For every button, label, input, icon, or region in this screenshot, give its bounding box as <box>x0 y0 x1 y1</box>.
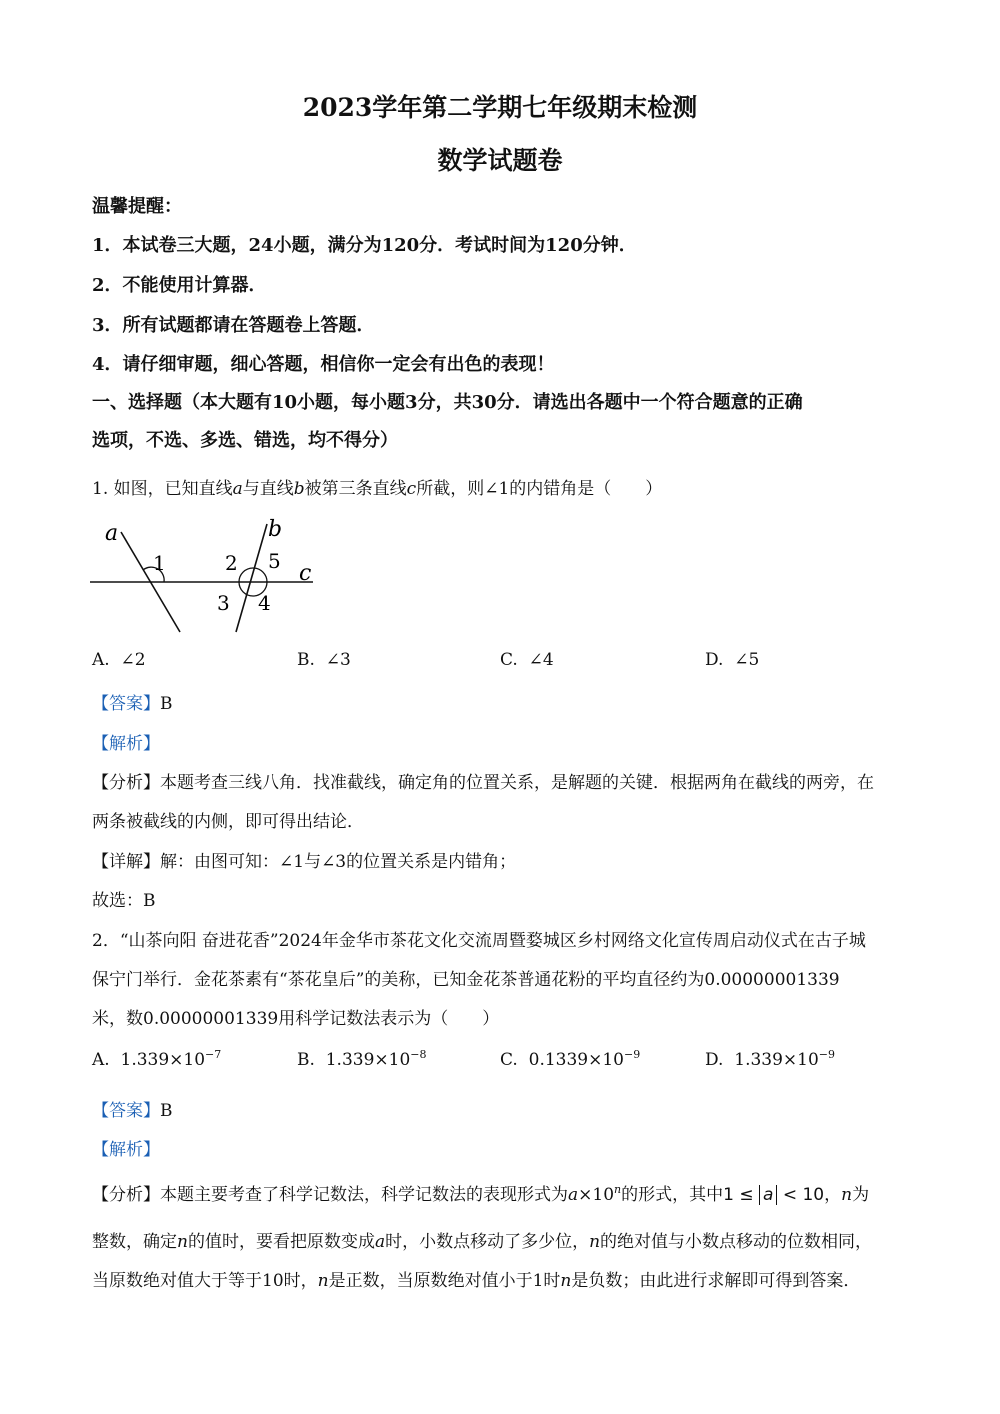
option-letter: B. <box>297 1050 315 1070</box>
stem-text: 与直线 <box>242 479 294 499</box>
fenxi-text: 本题主要考查了科学记数法，科学记数法的表现形式为 <box>160 1185 568 1205</box>
stem-text: 如图，已知直线 <box>113 479 233 499</box>
option-value: 1.339×10 <box>734 1050 819 1070</box>
question-number: 1. <box>92 479 109 499</box>
var-a: a <box>568 1185 579 1205</box>
angle-label-1: 1 <box>153 551 166 575</box>
fenxi-text: 整数，确定 <box>92 1232 177 1252</box>
option-letter: A. <box>92 650 110 670</box>
inequality-left: 1 ≤ <box>723 1185 754 1205</box>
var-c: c <box>406 479 417 499</box>
notice-item: 2．不能使用计算器． <box>92 275 267 296</box>
option-value: 0.1339×10 <box>528 1050 624 1070</box>
formula-base: ×10 <box>578 1185 615 1205</box>
label-a: a <box>105 521 119 546</box>
fenxi-line <box>92 768 874 793</box>
var-n: n <box>177 1232 188 1252</box>
angle-label-4: 4 <box>258 591 271 615</box>
answer-tag: 【答案】 <box>92 1101 160 1121</box>
option-value: ∠2 <box>120 650 146 670</box>
question-2-stem-cont <box>92 1004 499 1029</box>
var-b: b <box>293 479 305 499</box>
angle-1: ∠1 <box>279 852 305 872</box>
abs-a: a <box>759 1185 777 1205</box>
inequality-right: < 10 <box>782 1185 825 1205</box>
notice-item: 1．本试卷三大题，24小题，满分为120分．考试时间为120分钟． <box>92 235 637 256</box>
option-exponent: −7 <box>205 1048 222 1061</box>
question-2-stem: 2．“山茶向阳 奋进花香”2024年金华市茶花文化交流周暨婺城区乡村网络文化宣传周启动仪式在古子城 <box>92 931 866 951</box>
angle-3: ∠3 <box>321 852 347 872</box>
fenxi-text: ， <box>824 1185 842 1205</box>
fenxi-line-cont <box>92 1266 860 1291</box>
fenxi-text: 为 <box>852 1185 870 1205</box>
option-b <box>297 650 351 670</box>
stem-text: 保宁门举行．金花茶素有“茶花皇后”的美称，已知金花茶普通花粉的平均直径约为 <box>92 970 705 990</box>
fenxi-text: 的绝对值与小数点移动的位数相同， <box>600 1232 873 1252</box>
choose-line: 故选：B <box>92 891 156 911</box>
option-value: ∠5 <box>734 650 760 670</box>
var-n: n <box>614 1183 622 1196</box>
var-n: n <box>317 1271 329 1291</box>
angle-1: ∠1 <box>484 479 510 499</box>
option-letter: B. <box>297 650 315 670</box>
answer-value: B <box>160 1101 173 1121</box>
option-c <box>500 650 554 670</box>
page-subtitle: 数学试题卷 <box>437 146 563 175</box>
question-2-stem-cont <box>92 965 840 990</box>
notice-item: 4．请仔细审题，细心答题，相信你一定会有出色的表现！ <box>92 354 555 375</box>
fenxi-text: 是正数，当原数绝对值小于1时 <box>328 1271 561 1291</box>
fenxi-line <box>92 1180 869 1205</box>
option-value: ∠3 <box>325 650 351 670</box>
option-b <box>297 1050 426 1070</box>
stem-number: 0.00000001339 <box>704 970 840 990</box>
fenxi-text: 本题考查三线八角．找准截线，确定角的位置关系，是解题的关键．根据两角在截线的两旁，在 <box>160 773 874 793</box>
line-b <box>236 524 267 632</box>
section-heading: 一、选择题（本大题有10小题，每小题3分，共30分．请选出各题中一个符合题意的正确 <box>92 392 803 413</box>
fenxi-line-cont: 两条被截线的内侧，即可得出结论． <box>92 812 364 832</box>
option-c <box>500 1050 640 1070</box>
var-n: n <box>589 1232 601 1252</box>
option-letter: D. <box>705 650 724 670</box>
notice-heading: 温馨提醒： <box>92 196 182 217</box>
var-n: n <box>841 1185 853 1205</box>
answer-value: B <box>160 694 173 714</box>
option-value: 1.339×10 <box>325 1050 411 1070</box>
answer-line <box>92 689 173 714</box>
option-letter: A. <box>92 1050 110 1070</box>
stem-text: 用科学记数法表示为（ ） <box>278 1009 500 1029</box>
stem-text: 的内错角是（ ） <box>509 479 663 499</box>
stem-number: 0.00000001339 <box>143 1009 279 1029</box>
option-exponent: −8 <box>410 1048 427 1061</box>
answer-line <box>92 1096 173 1121</box>
section-heading-cont: 选项，不选、多选、错选，均不得分） <box>92 430 398 451</box>
fenxi-text: 的值时，要看把原数变成 <box>187 1232 375 1252</box>
notice-item: 3．所有试题都请在答题卷上答题． <box>92 315 375 336</box>
stem-text: 所截，则 <box>416 479 485 499</box>
fenxi-text: 时，小数点移动了多少位， <box>385 1232 590 1252</box>
stem-text: 米，数 <box>92 1009 143 1029</box>
option-a <box>92 1050 221 1070</box>
angle-label-5: 5 <box>268 549 281 573</box>
option-d <box>705 1050 835 1070</box>
detail-text: 解：由图可知： <box>160 852 279 872</box>
analysis-tag: 【解析】 <box>92 1140 160 1160</box>
detail-tag: 【详解】 <box>92 852 160 872</box>
option-letter: C. <box>500 1050 518 1070</box>
var-a: a <box>232 479 243 499</box>
fenxi-tag: 【分析】 <box>92 1185 160 1205</box>
fenxi-tag: 【分析】 <box>92 773 160 793</box>
fenxi-text: 是负数；由此进行求解即可得到答案． <box>571 1271 861 1291</box>
question-1-stem <box>92 474 662 499</box>
option-letter: C. <box>500 650 518 670</box>
page-title: 2023学年第二学期七年级期末检测 <box>302 93 698 122</box>
fenxi-text: 当原数绝对值大于等于10时， <box>92 1271 318 1291</box>
angle-label-2: 2 <box>225 551 238 575</box>
option-value: 1.339×10 <box>120 1050 206 1070</box>
answer-tag: 【答案】 <box>92 694 160 714</box>
label-c: c <box>299 561 312 586</box>
angle-label-3: 3 <box>217 591 230 615</box>
detail-text: 的位置关系是内错角； <box>346 852 517 872</box>
question-1-figure <box>85 512 325 637</box>
fenxi-line-cont <box>92 1227 872 1252</box>
var-a: a <box>374 1232 386 1252</box>
option-letter: D. <box>705 1050 724 1070</box>
option-a <box>92 650 146 670</box>
option-exponent: −9 <box>623 1048 641 1061</box>
option-exponent: −9 <box>818 1048 836 1061</box>
stem-text: 被第三条直线 <box>304 479 407 499</box>
option-d <box>705 650 759 670</box>
var-n: n <box>560 1271 572 1291</box>
analysis-tag: 【解析】 <box>92 734 160 754</box>
fenxi-text: 的形式，其中 <box>621 1185 724 1205</box>
detail-text: 与 <box>304 852 322 872</box>
label-b: b <box>268 517 283 542</box>
detail-line <box>92 847 516 872</box>
option-value: ∠4 <box>528 650 554 670</box>
